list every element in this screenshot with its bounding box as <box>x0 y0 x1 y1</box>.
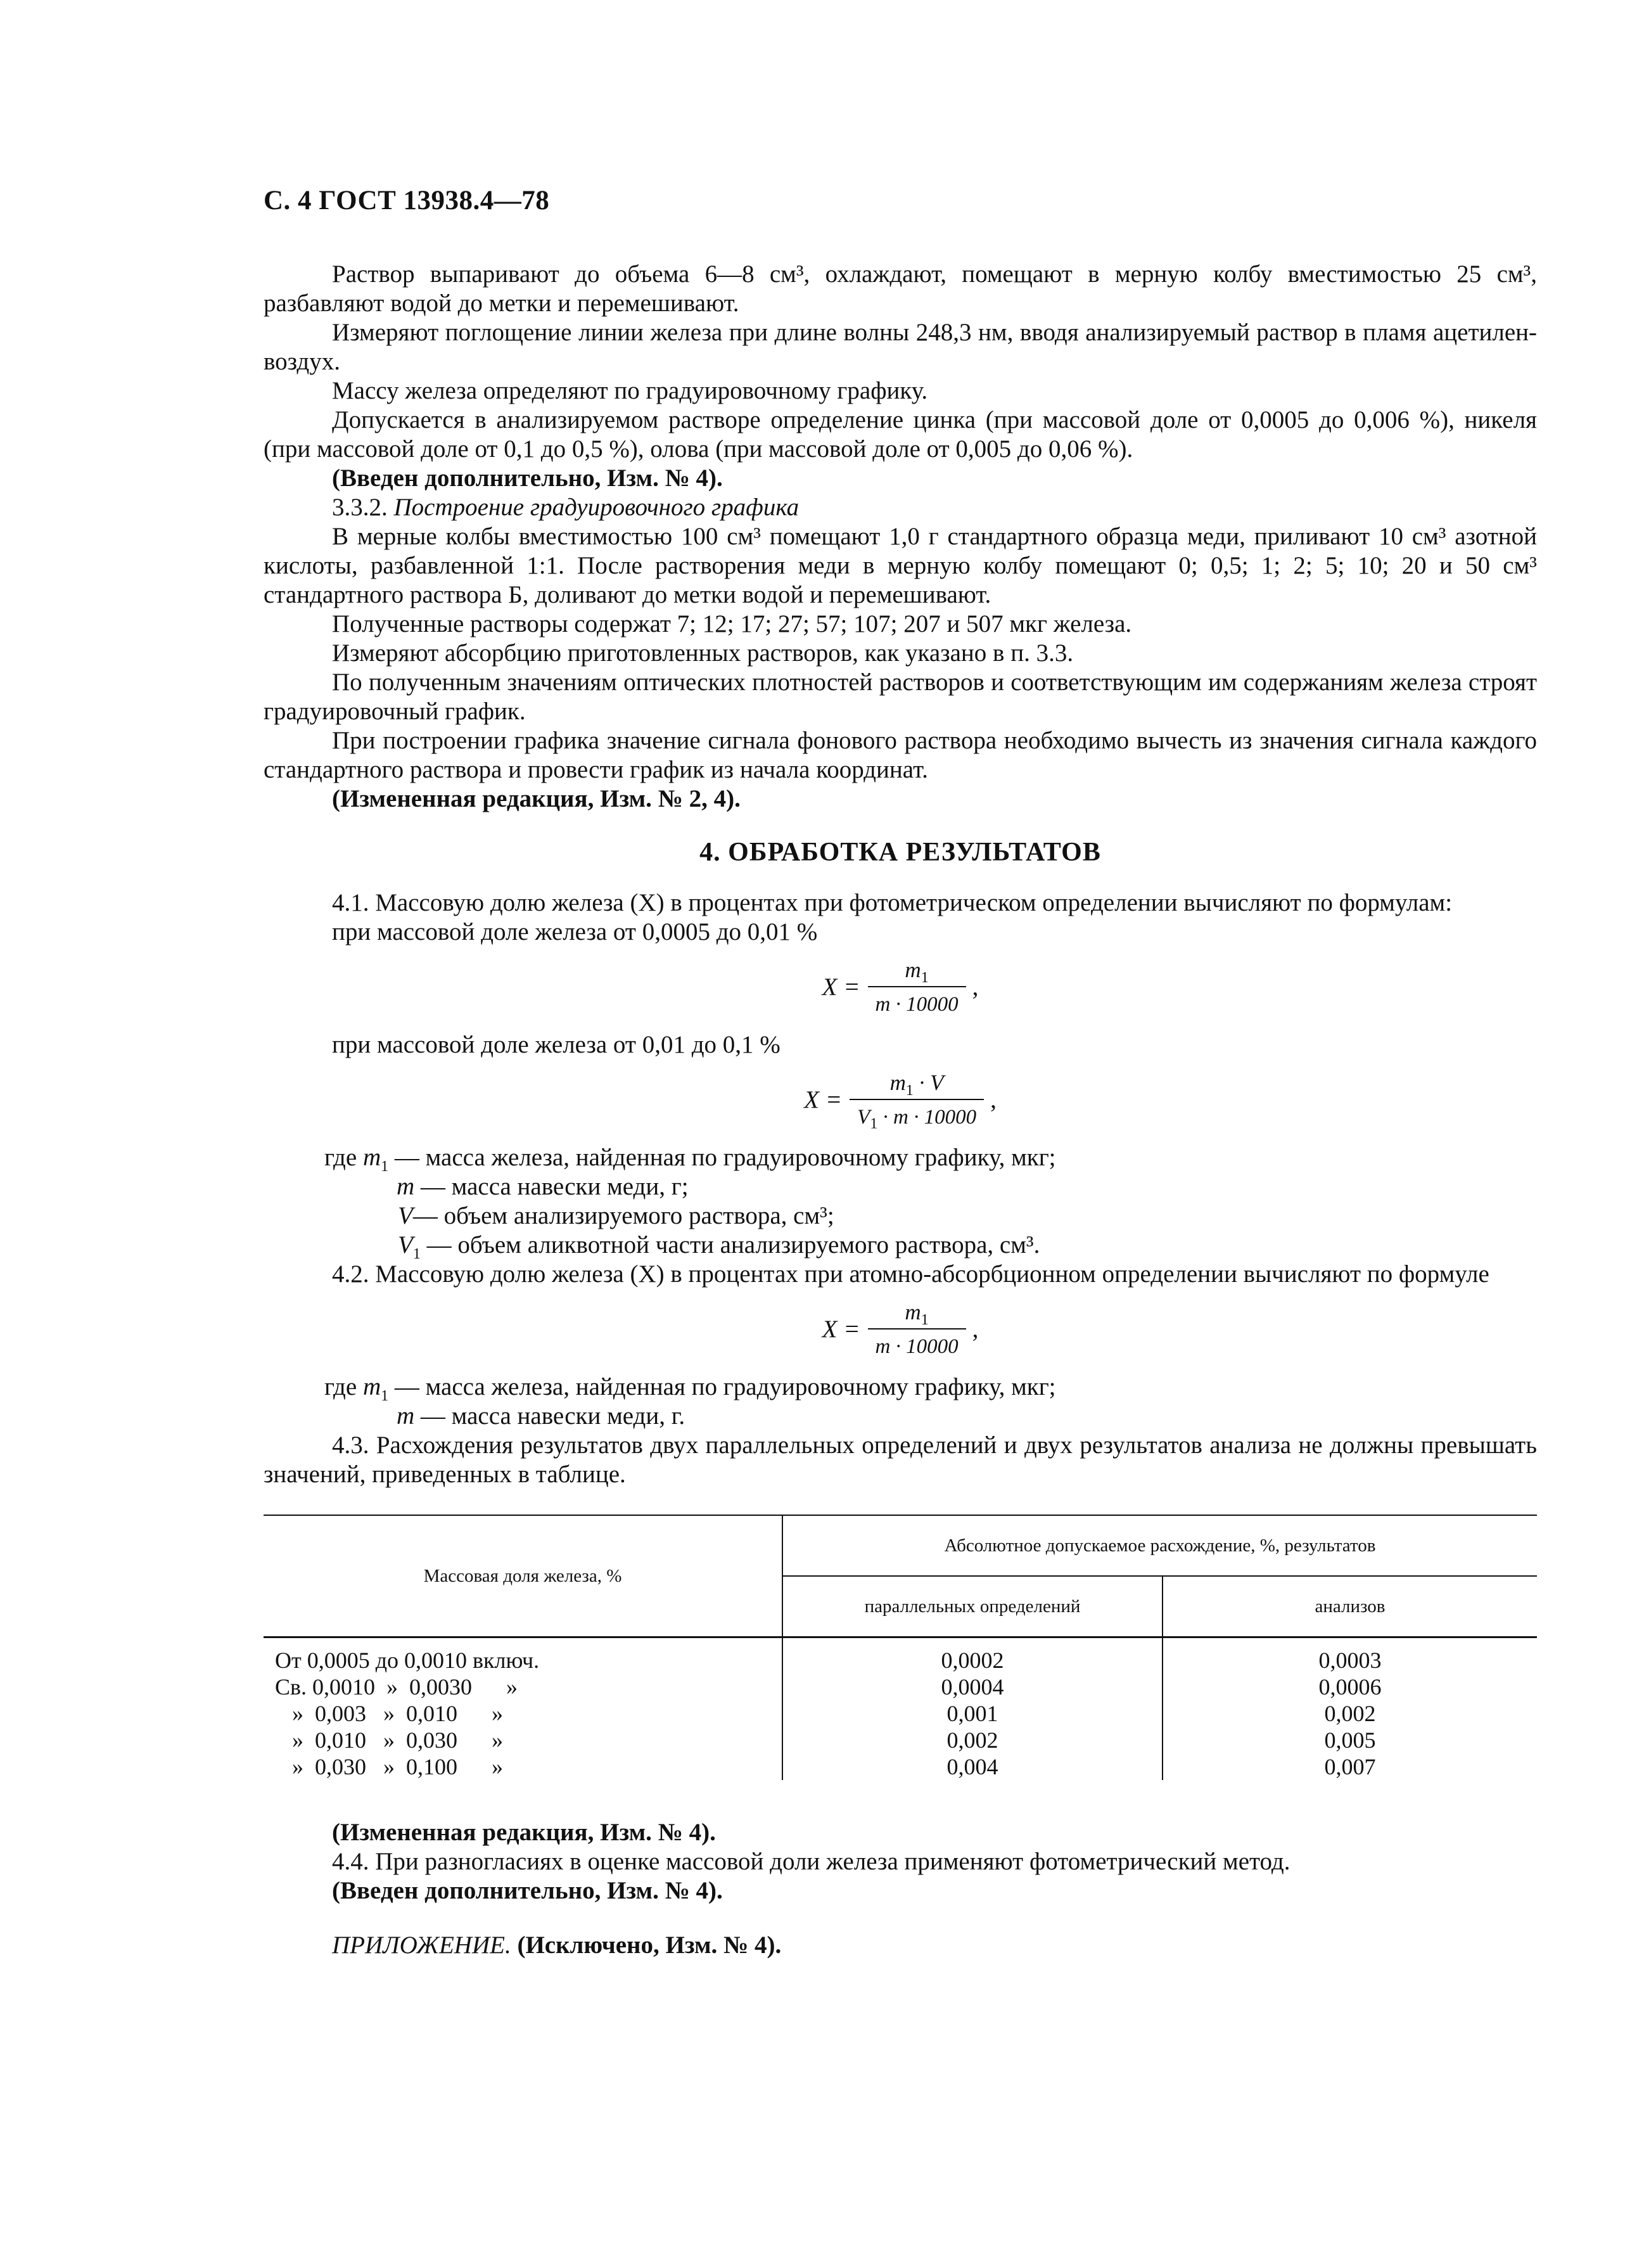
fraction-numerator: $m_1 \cdot V$ <box>889 1070 944 1099</box>
paragraph: 4.1. Массовую долю железа (X) в процентах при фотометрическом определении вычисляют по формулам: <box>332 889 1453 916</box>
formula-condition: при массовой доле железа от 0,0005 до 0,01 % <box>332 918 818 945</box>
table-row: » 0,030 » 0,100 » 0,004 0,007 <box>264 1753 1537 1780</box>
table-header-parallel: параллельных определений <box>782 1576 1163 1637</box>
formula-2: X = $\frac{m_1 \cdot V}{V_1 \cdot m \cdot 10000}$ , <box>264 1068 1537 1132</box>
page-header: С. 4 ГОСТ 13938.4—78 <box>264 186 550 215</box>
table-row: Св. 0,0010 » 0,0030 » 0,0004 0,0006 <box>264 1674 1537 1700</box>
amendment-note: (Введен дополнительно, Изм. № 4). <box>332 1877 723 1904</box>
paragraph: При построении графика значение сигнала фонового раствора необходимо вычесть из значения сигнала каждого стандартного раствора и провести график из начала координат. <box>264 727 1537 783</box>
definition-line: $V_1$ — объем аликвотной части анализируемого раствора, см³. <box>398 1231 1040 1262</box>
section-title: 4. ОБРАБОТКА РЕЗУЛЬТАТОВ <box>699 838 1101 867</box>
document-body <box>264 260 1537 1960</box>
table-header-group: Абсолютное допускаемое расхождение, %, результатов <box>782 1515 1537 1576</box>
paragraph: Массу железа определяют по градуировочному графику. <box>332 377 928 404</box>
formula-1: X = $\frac{m_1}{m \cdot 10000}$ , <box>264 956 1537 1019</box>
fraction <box>868 956 966 1019</box>
table-header-mass-fraction: Массовая доля железа, % <box>264 1515 782 1637</box>
paragraph: 4.3. Расхождения результатов двух параллельных определений и двух результатов анализа не должны превышать значений, приведенных в таблице. <box>264 1432 1537 1488</box>
fraction-denominator: m · 10000 <box>868 1328 966 1361</box>
paragraph: В мерные колбы вместимостью 100 см³ помещают 1,0 г стандартного образца меди, приливают 10 см³ азотной кислоты, разбавленной 1:1. После растворения меди в мерную колбу помещают 0; 0,5; 1; 2; 5; 10; 20 и 50 см³ стандартного раствора Б, доливают до метки водой и перемешивают. <box>264 523 1537 608</box>
appendix-label: ПРИЛОЖЕНИЕ. <box>332 1932 511 1959</box>
formula-lhs: X = <box>822 1316 860 1343</box>
paragraph: Раствор выпаривают до объема 6—8 см³, охлаждают, помещают в мерную колбу вместимостью 25 см³, разбавляют водой до метки и перемешивают. <box>264 260 1537 317</box>
subsection-title: Построение градуировочного графика <box>393 494 800 521</box>
paragraph: Измеряют абсорбцию приготовленных растворов, как указано в п. 3.3. <box>332 639 1074 667</box>
paragraph: Допускается в анализируемом растворе определение цинка (при массовой доле от 0,0005 до 0,006 %), никеля (при массовой доле от 0,1 до 0,5 %), олова (при массовой доле от 0,005 до 0,06 %). <box>264 406 1537 463</box>
subsection-heading <box>264 493 1537 522</box>
paragraph: 4.2. Массовую долю железа (X) в процентах при атомно-абсорбционном определении вычисляют по формуле <box>332 1260 1489 1288</box>
subsection-number: 3.3.2. <box>332 494 388 521</box>
formula-3: X = $\frac{m_1}{m \cdot 10000}$ , <box>264 1298 1537 1361</box>
definition-line: где $m_1$ — масса железа, найденная по градуировочному графику, мкг; <box>324 1373 1056 1404</box>
fraction <box>850 1068 984 1132</box>
definition-line: где $m_1$ — масса железа, найденная по градуировочному графику, мкг; <box>324 1144 1056 1175</box>
fraction-denominator: m · 10000 <box>868 986 966 1019</box>
fraction-numerator: $m_1$ <box>905 958 929 986</box>
formula-lhs: X = <box>822 973 860 1001</box>
fraction-numerator: $m_1$ <box>905 1300 929 1328</box>
definition-line: V— объем анализируемого раствора, см³; <box>398 1202 834 1229</box>
variable-definitions <box>264 1373 1537 1431</box>
formula-lhs: X = <box>804 1086 843 1113</box>
table-row: От 0,0005 до 0,0010 включ. 0,0002 0,0003 <box>264 1637 1537 1674</box>
definition-line: m — масса навески меди, г; <box>397 1173 689 1200</box>
formula-condition: при массовой доле железа от 0,01 до 0,1 % <box>332 1031 781 1058</box>
fraction <box>868 1298 966 1361</box>
paragraph: Полученные растворы содержат 7; 12; 17; 27; 57; 107; 207 и 507 мкг железа. <box>332 610 1132 637</box>
paragraph: По полученным значениям оптических плотностей растворов и соответствующим им содержаниям железа строят градуировочный график. <box>264 669 1537 725</box>
table-row: » 0,010 » 0,030 » 0,002 0,005 <box>264 1727 1537 1753</box>
fraction-denominator: $V_1 \cdot m \cdot 10000$ <box>850 1099 984 1132</box>
table-header-analyses: анализов <box>1163 1576 1537 1637</box>
appendix-note <box>264 1931 1537 1960</box>
table-row: » 0,003 » 0,010 » 0,001 0,002 <box>264 1700 1537 1727</box>
variable-definitions <box>264 1143 1537 1260</box>
amendment-note: (Измененная редакция, Изм. № 2, 4). <box>332 785 741 812</box>
amendment-note: (Введен дополнительно, Изм. № 4). <box>332 464 723 492</box>
paragraph: 4.4. При разногласиях в оценке массовой доли железа применяют фотометрический метод. <box>332 1848 1290 1875</box>
appendix-status: (Исключено, Изм. № 4). <box>511 1932 782 1959</box>
amendment-note: (Измененная редакция, Изм. № 4). <box>332 1819 716 1846</box>
definition-line: m — масса навески меди, г. <box>397 1402 685 1430</box>
tolerance-table <box>264 1515 1537 1780</box>
paragraph: Измеряют поглощение линии железа при длине волны 248,3 нм, вводя анализируемый раствор в пламя ацетилен-воздух. <box>264 319 1537 375</box>
